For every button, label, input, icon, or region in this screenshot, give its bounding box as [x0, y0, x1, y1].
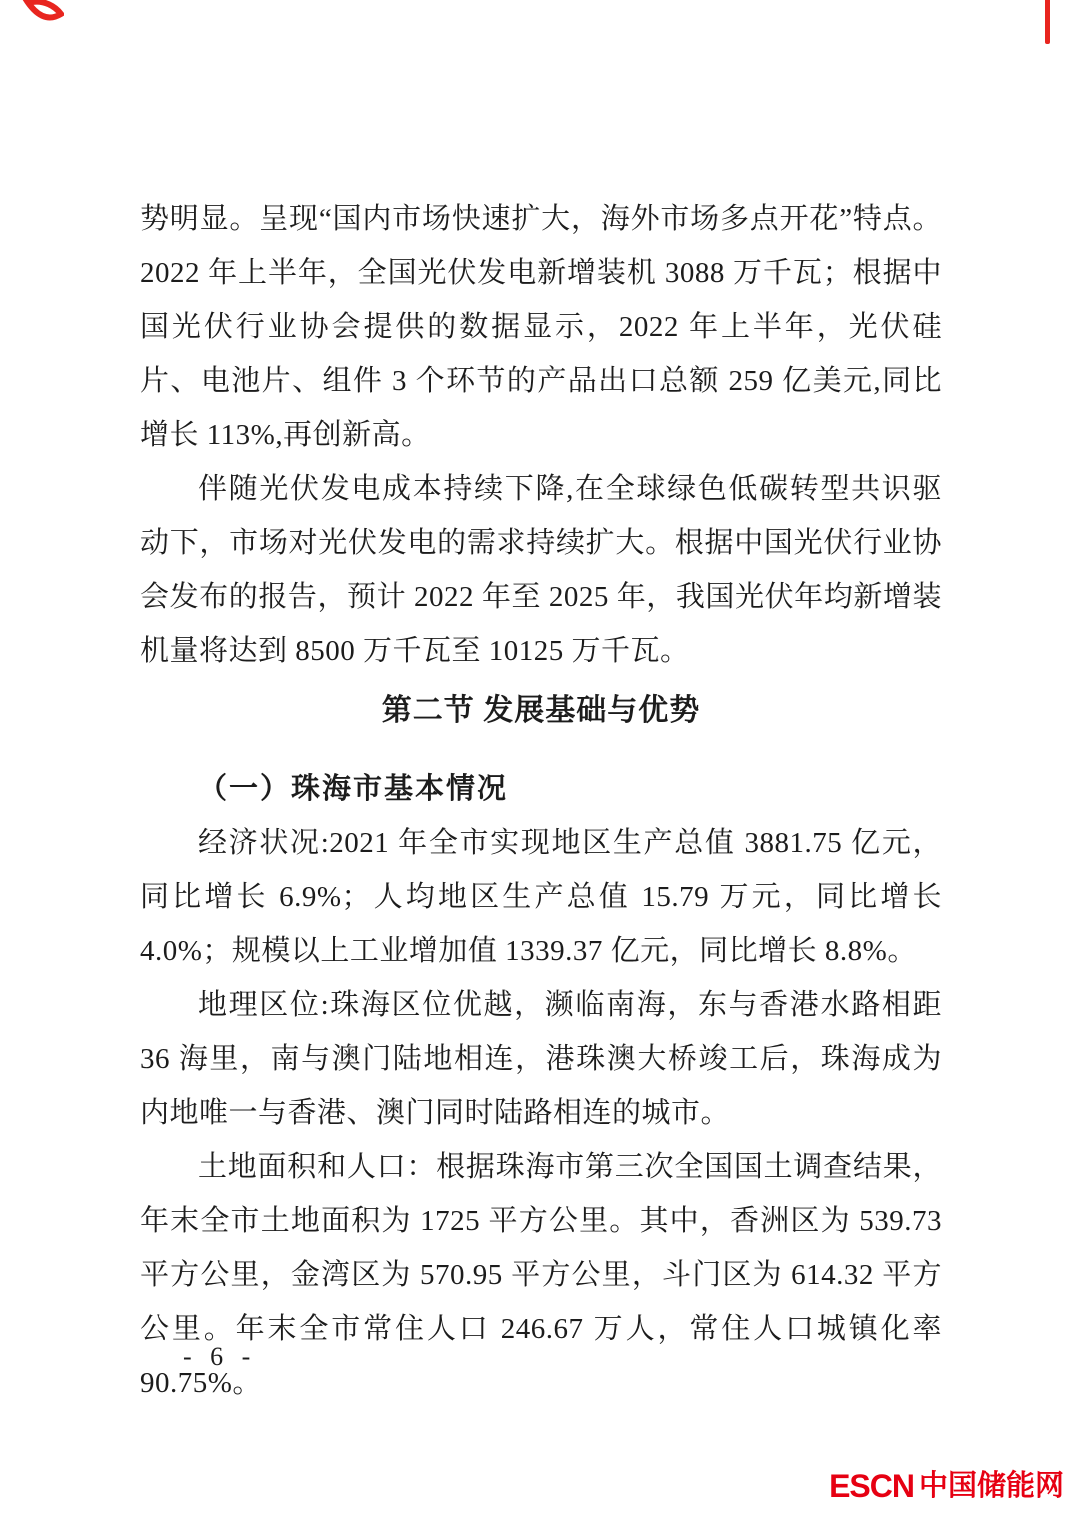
paragraph-land-population: 土地面积和人口：根据珠海市第三次全国国土调查结果，年末全市土地面积为 1725 平方公里。其中，香洲区为 539.73 平方公里，金湾区为 570.95 平方公里，斗门区为 614.32 平方公里。年末全市常住人口 246.67 万人，常住人口城镇化率 90.75%。	[140, 1151, 942, 1399]
page-number: - 6 -	[183, 1342, 257, 1371]
red-crop-mark	[1045, 0, 1050, 44]
escn-logo-latin-text: ESCN	[829, 1467, 914, 1505]
paragraph-geography: 地理区位:珠海区位优越，濒临南海，东与香港水路相距 36 海里，南与澳门陆地相连，港珠澳大桥竣工后，珠海成为内地唯一与香港、澳门同时陆路相连的城市。	[140, 989, 942, 1129]
document-body	[140, 192, 942, 1410]
paragraph-pv-demand-forecast: 伴随光伏发电成本持续下降,在全球绿色低碳转型共识驱动下，市场对光伏发电的需求持续扩大。根据中国光伏行业协会发布的报告，预计 2022 年至 2025 年，我国光伏年均新增装机量将达到 8500 万千瓦至 10125 万千瓦。	[140, 473, 942, 667]
escn-logo-chinese-text: 中国储能网	[918, 1470, 1064, 1502]
paragraph-market-growth: 势明显。呈现“国内市场快速扩大，海外市场多点开花”特点。2022 年上半年，全国光伏发电新增装机 3088 万千瓦；根据中国光伏行业协会提供的数据显示，2022 年上半年，光伏硅片、电池片、组件 3 个环节的产品出口总额 259 亿美元,同比增长 113%,再创新高。	[140, 203, 942, 451]
escn-watermark-logo	[829, 1467, 1064, 1505]
section-heading: 第二节 发展基础与优势	[381, 694, 701, 727]
subsection-heading: （一）珠海市基本情况	[198, 773, 509, 805]
paragraph-economy: 经济状况:2021 年全市实现地区生产总值 3881.75 亿元，同比增长 6.9%；人均地区生产总值 15.79 万元，同比增长 4.0%；规模以上工业增加值 1339.37 亿元，同比增长 8.8%。	[140, 827, 942, 967]
red-pen-mark-icon	[22, 0, 64, 30]
